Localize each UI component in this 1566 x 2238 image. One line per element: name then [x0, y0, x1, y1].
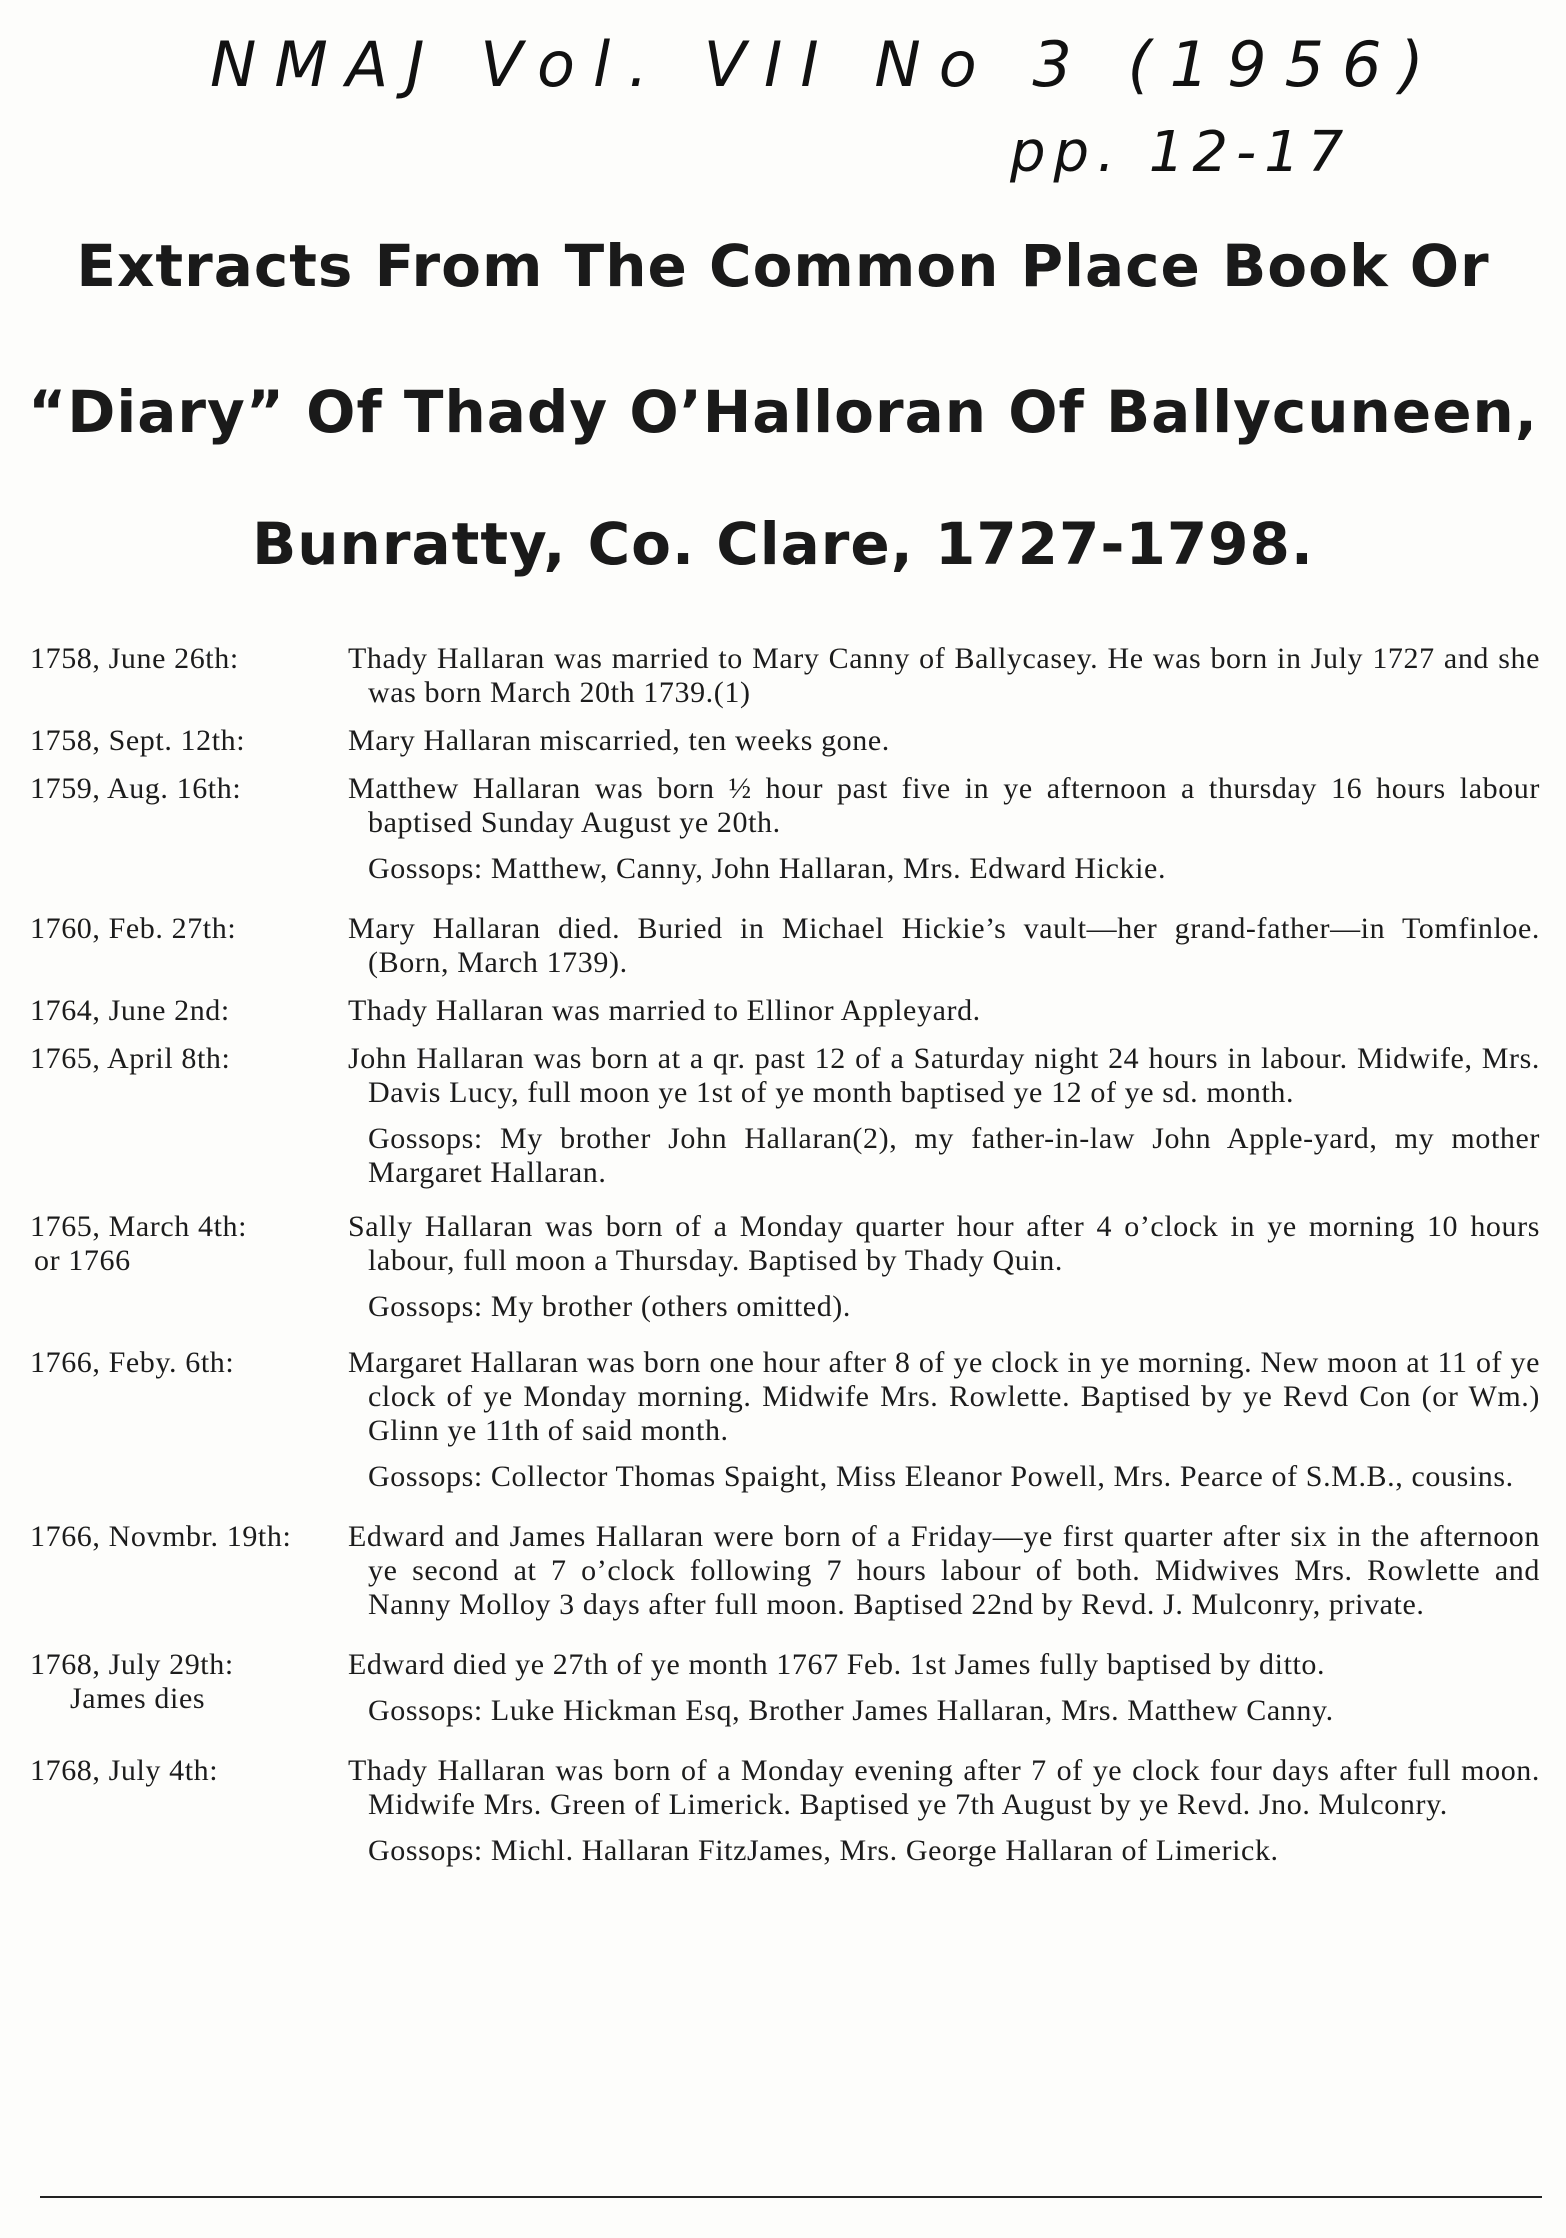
entry-gossops: Gossops: Matthew, Canny, John Hallaran, Mrs. Edward Hickie. — [368, 852, 1167, 885]
entry-date-column — [30, 772, 348, 886]
entry-date: 1759, Aug. 16th: — [30, 772, 242, 805]
entry-date-column — [30, 1042, 348, 1190]
entry-date: 1766, Feby. 6th: — [30, 1346, 235, 1379]
entry-date: 1758, June 26th: — [30, 642, 239, 675]
entry-body — [348, 912, 1540, 980]
entry-text: John Hallaran was born at a qr. past 12 of a Saturday night 24 hours in labour. Midwife, Mrs. Davis Lucy, full moon ye 1st of ye month baptised ye 12 of ye sd. month. — [348, 1042, 1540, 1109]
entry-date-column — [30, 724, 348, 758]
entry-date-column — [30, 1754, 348, 1868]
entry-gossops: Gossops: My brother John Hallaran(2), my father-in-law John Apple-yard, my mother Margaret Hallaran. — [368, 1122, 1540, 1189]
diary-entry — [30, 994, 1540, 1028]
entry-gossops: Gossops: Collector Thomas Spaight, Miss Eleanor Powell, Mrs. Pearce of S.M.B., cousins. — [368, 1460, 1514, 1493]
entry-body — [348, 1754, 1540, 1868]
entry-text: Sally Hallaran was born of a Monday quarter hour after 4 o’clock in ye morning 10 hours labour, full moon a Thursday. Baptised by Thady Quin. — [348, 1210, 1540, 1277]
entry-text: Edward and James Hallaran were born of a Friday—ye first quarter after six in the afternoon ye second at 7 o’clock following 7 hours labour of both. Midwives Mrs. Rowlette and Nanny Molloy 3 days after full moon. Baptised 22nd by Revd. J. Mulconry, private. — [348, 1520, 1540, 1621]
title-line-2: “Diary” Of Thady O’Halloran Of Ballycuneen, — [28, 378, 1538, 446]
entry-date: 1765, March 4th: — [30, 1210, 248, 1243]
diary-entry — [30, 772, 1540, 886]
entry-body — [348, 1648, 1540, 1728]
entry-date: 1760, Feb. 27th: — [30, 912, 237, 945]
entry-date: 1768, July 29th: — [30, 1648, 234, 1681]
entry-text: Thady Hallaran was married to Mary Canny of Ballycasey. He was born in July 1727 and she was born March 20th 1739.(1) — [348, 642, 1540, 709]
entry-date: 1764, June 2nd: — [30, 994, 230, 1027]
entry-gossops: Gossops: Luke Hickman Esq, Brother James Hallaran, Mrs. Matthew Canny. — [368, 1694, 1334, 1727]
handwritten-page-range: pp. 12-17 — [1010, 120, 1352, 185]
entry-text: Edward died ye 27th of ye month 1767 Feb. 1st James fully baptised by ditto. — [348, 1648, 1326, 1681]
diary-entry — [30, 1648, 1540, 1728]
entry-date-column — [30, 1648, 348, 1728]
entry-body — [348, 1520, 1540, 1622]
entry-text: Thady Hallaran was married to Ellinor Appleyard. — [348, 994, 981, 1027]
title-line-3: Bunratty, Co. Clare, 1727-1798. — [252, 510, 1314, 578]
entry-body — [348, 772, 1540, 886]
diary-entry — [30, 642, 1540, 710]
entry-body — [348, 994, 1540, 1028]
diary-entry — [30, 1520, 1540, 1622]
entry-date-note: James dies — [70, 1682, 206, 1715]
entry-date: 1768, July 4th: — [30, 1754, 219, 1787]
entry-date-column — [30, 1210, 348, 1324]
handwritten-reference: NMAJ Vol. VII No 3 (1956) — [210, 28, 1442, 101]
entry-text: Mary Hallaran died. Buried in Michael Hickie’s vault—her grand-father—in Tomfinloe. (Born, March 1739). — [348, 912, 1540, 979]
entry-body — [348, 1042, 1540, 1190]
entry-date-column — [30, 912, 348, 980]
diary-entry — [30, 1754, 1540, 1868]
entry-date: 1766, Novmbr. 19th: — [30, 1520, 292, 1553]
entry-body — [348, 642, 1540, 710]
diary-entry — [30, 724, 1540, 758]
title-line-1: Extracts From The Common Place Book Or — [76, 232, 1490, 300]
entry-body — [348, 1210, 1540, 1324]
entry-text: Mary Hallaran miscarried, ten weeks gone. — [348, 724, 890, 757]
entry-text: Thady Hallaran was born of a Monday evening after 7 of ye clock four days after full moon. Midwife Mrs. Green of Limerick. Baptised ye 7th August by ye Revd. Jno. Mulconry. — [348, 1754, 1540, 1821]
entry-date-column — [30, 994, 348, 1028]
entry-gossops: Gossops: Michl. Hallaran FitzJames, Mrs. George Hallaran of Limerick. — [368, 1834, 1279, 1867]
diary-entry — [30, 1042, 1540, 1190]
entry-date-column — [30, 1346, 348, 1494]
diary-entries — [30, 642, 1540, 1868]
bottom-rule — [40, 2196, 1542, 2198]
entry-gossops: Gossops: My brother (others omitted). — [368, 1290, 851, 1323]
diary-entry — [30, 912, 1540, 980]
entry-date-column — [30, 1520, 348, 1622]
entry-body — [348, 724, 1540, 758]
entry-text: Matthew Hallaran was born ½ hour past five in ye afternoon a thursday 16 hours labour baptised Sunday August ye 20th. — [348, 772, 1540, 839]
entry-date: 1758, Sept. 12th: — [30, 724, 246, 757]
entry-date-column — [30, 642, 348, 710]
diary-entry — [30, 1210, 1540, 1324]
diary-entry — [30, 1346, 1540, 1494]
entry-date-note: or 1766 — [34, 1244, 131, 1277]
entry-date: 1765, April 8th: — [30, 1042, 231, 1075]
entry-body — [348, 1346, 1540, 1494]
entry-text: Margaret Hallaran was born one hour after 8 of ye clock in ye morning. New moon at 11 of ye clock of ye Monday morning. Midwife Mrs. Rowlette. Baptised by ye Revd Con (or Wm.) Glinn ye 11th of said month. — [348, 1346, 1540, 1447]
